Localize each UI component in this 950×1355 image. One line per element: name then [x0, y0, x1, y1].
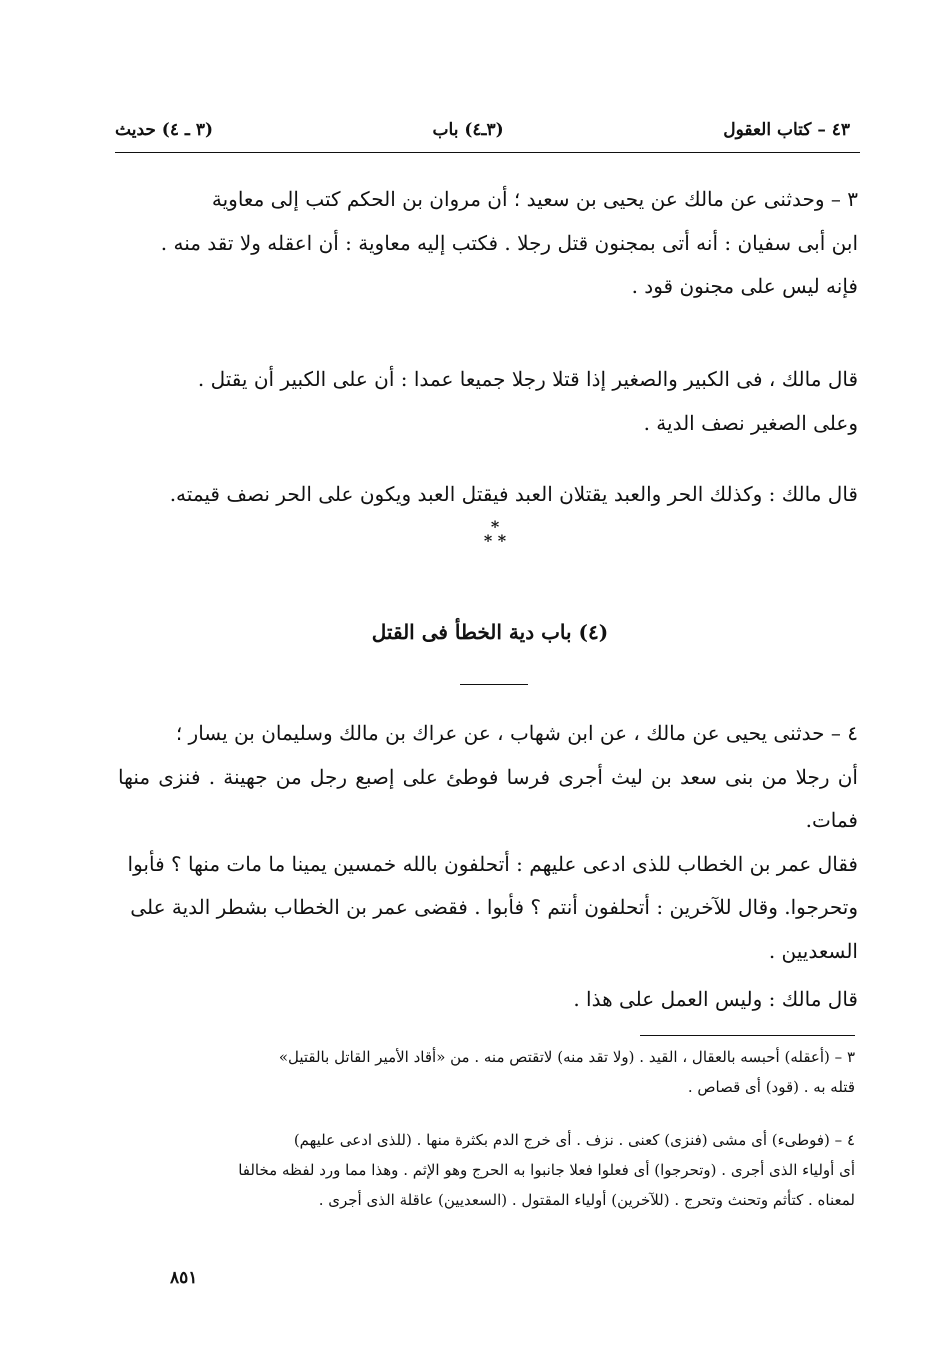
hadith-3-line-3: فإنه ليس على مجنون قود .	[631, 274, 858, 298]
malik-comment-3	[118, 978, 858, 1022]
footnote-3-line-1: ٣ – (أعقله) أحبسه بالعقال ، القيد . (ولا تقد منه) لاتقتص منه . من «أقاد الأمير القاتل بالقتيل»	[278, 1048, 855, 1066]
footnote-divider	[640, 1035, 855, 1036]
hadith-4-line-3: فقال عمر بن الخطاب للذى ادعى عليهم : أتحلفون بالله خمسين يمينا ما مات منها ؟ فأبوا	[127, 851, 858, 876]
malik-comment-2	[118, 473, 858, 517]
footnote-3-line-2: قتله به . (قود) أى قصاص .	[687, 1078, 855, 1096]
hadith-4	[118, 712, 858, 973]
hadith-4-line-1: ٤ – حدثنى يحيى عن مالك ، عن ابن شهاب ، عن عراك بن مالك وسليمان بن يسار ؛	[175, 721, 858, 745]
hadith-3-line-1: ٣ – وحدثنى عن مالك عن يحيى بن سعيد ؛ أن مروان بن الحكم كتب إلى معاوية	[211, 187, 858, 211]
footnote-4	[120, 1125, 855, 1215]
hadith-3-line-2: ابن أبى سفيان : أنه أتى بمجنون قتل رجلا . فكتب إليه معاوية : أن اعقله ولا تقد منه .	[160, 230, 858, 255]
hadith-4-line-5: السعديين .	[768, 938, 858, 963]
chapter-divider	[460, 684, 528, 685]
malik-comment-2-line-1: قال مالك : وكذلك الحر والعبد يقتلان العبد فيقتل العبد ويكون على الحر نصف قيمته.	[169, 482, 858, 506]
footnote-4-line-2: أى أولياء الذى أجرى . (وتحرجوا) أى فعلوا فعلا جانبوا به الحرج وهو الإثم . وهذا مما ورد لفظه مخالفا	[238, 1161, 855, 1179]
malik-comment-1	[118, 358, 858, 445]
page-number: ٨٥١	[170, 1268, 198, 1288]
header-divider	[115, 152, 860, 153]
malik-comment-1-line-1: قال مالك ، فى الكبير والصغير إذا قتلا رجلا جميعا عمدا : أن على الكبير أن يقتل .	[197, 367, 858, 391]
running-header	[115, 112, 850, 148]
section-ornament: * * *	[483, 517, 507, 550]
hadith-4-line-4: وتحرجوا. وقال للآخرين : أتحلفون أنتم ؟ فأبوا . فقضى عمر بن الخطاب بشطر الدية على	[130, 895, 858, 919]
footnote-4-line-1: ٤ – (فوطىء) أى مشى (فنزى) كعنى . نزف . أى خرج الدم بكثرة منها . (للذى ادعى عليهم)	[293, 1131, 855, 1149]
malik-comment-3-line-1: قال مالك : وليس العمل على هذا .	[573, 987, 858, 1011]
footnote-3	[120, 1042, 855, 1102]
header-bab-number: (٣ـ٤) باب	[432, 120, 504, 140]
hadith-4-line-2: أن رجلا من بنى سعد بن ليث أجرى فرسا فوطئ على إصبع رجل من جهينة . فنزى منها فمات.	[118, 764, 858, 832]
footnote-4-line-3: لمعناه . كتأثم وتحنث وتحرج . (للآخرين) أولياء المقتول . (السعديين) عاقلة الذى أجرى .	[318, 1191, 855, 1209]
malik-comment-1-line-2: وعلى الصغير نصف الدية .	[643, 410, 858, 435]
header-book-title: ٤٣ – كتاب العقول	[723, 120, 850, 140]
header-hadith-number: (٣ ـ ٤) حديث	[115, 120, 213, 140]
hadith-3	[118, 178, 858, 309]
chapter-title: (٤) باب دية الخطأ فى القتل	[371, 620, 609, 644]
